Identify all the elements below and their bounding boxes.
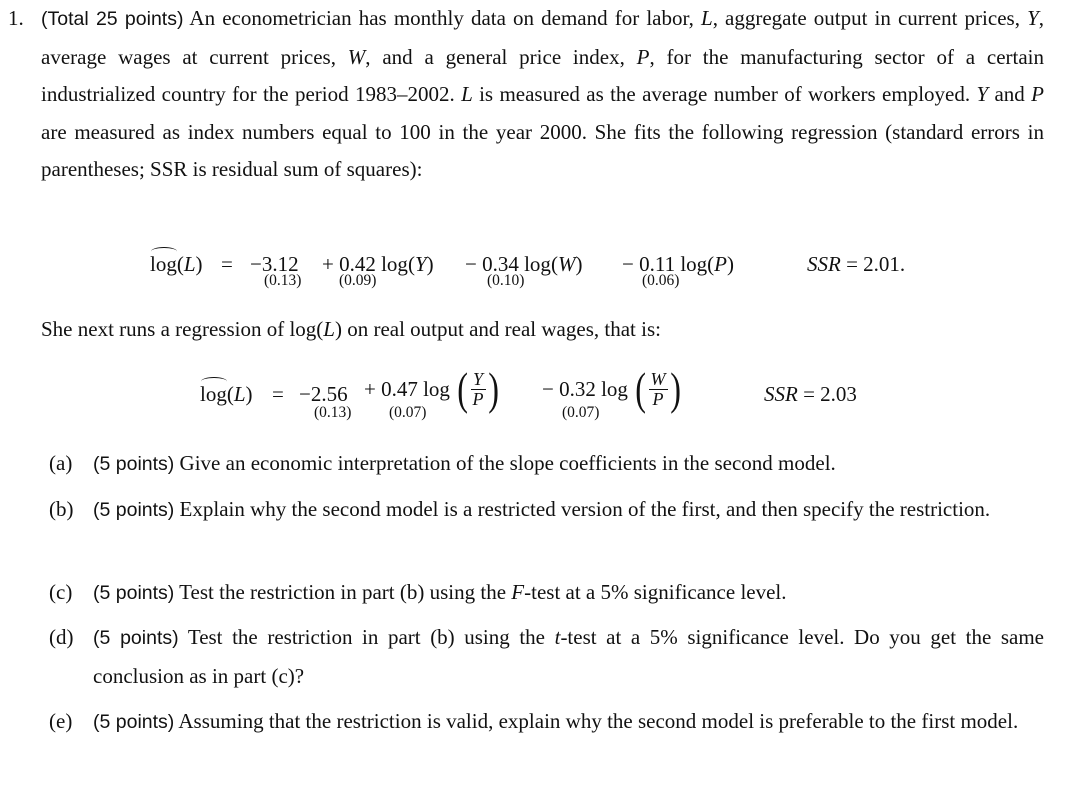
part-a-label: (a) [49,451,73,475]
eq2-intercept: −2.56 [299,382,348,406]
eq1-intercept: −3.12 [250,252,299,276]
eq1-coef-w: − 0.34 log(W) [465,252,583,276]
eq2-ssr: SSR = 2.03 [764,382,857,406]
eq2-coef-w: − 0.32 log ( $\frac{W}{P}$ ) [542,363,681,414]
eq1-se-w: (0.10) [487,272,525,289]
part-b-points: (5 points) [93,499,175,521]
eq1-se-p: (0.06) [642,272,680,289]
part-d-text: Test the restriction in part (b) using the t-test at a 5% significance level. Do you get the same conclusion as in part (c)? [93,625,1044,688]
eq1-se-intercept: (0.13) [264,272,302,289]
eq1-se-y: (0.09) [339,272,377,289]
eq1-coef-y: + 0.42 log(Y) [322,252,434,276]
eq1-ssr: SSR = 2.01. [807,252,906,276]
part-b [49,491,1044,530]
eq2-se-intercept: (0.13) [314,404,352,421]
part-b-text: Explain why the second model is a restricted version of the first, and then specify the restriction. [179,497,991,521]
part-c-points: (5 points) [93,582,175,604]
eq2-frac-w-over-p: $\frac{W}{P}$ [650,368,666,409]
eq2-se-w: (0.07) [562,404,600,421]
eq2-lhs: log(L) [200,382,253,406]
eq1-coef-p: − 0.11 log(P) [622,252,734,276]
problem-points: (Total 25 points) [41,8,184,30]
part-c-label: (c) [49,580,73,604]
part-b-label: (b) [49,497,74,521]
eq1-equals: = [221,252,233,276]
eq2-coef-y: + 0.47 log ( $\frac{Y}{P}$ ) [364,363,499,414]
part-e-label: (e) [49,709,73,733]
problem-number: 1. [8,6,24,30]
eq1-lhs: log(L) [150,252,203,276]
part-c-text: Test the restriction in part (b) using the F-test at a 5% significance level. [179,580,787,604]
part-a [49,445,1044,484]
part-e [49,703,1044,742]
eq2-equals: = [272,382,284,406]
part-a-text: Give an economic interpretation of the slope coefficients in the second model. [179,451,836,475]
part-c [49,574,1044,613]
part-d-points: (5 points) [93,627,179,649]
part-e-text: Assuming that the restriction is valid, explain why the second model is preferable to the first model. [178,709,1019,733]
problem-intro-text: An econometrician has monthly data on demand for labor, L, aggregate output in current prices, Y, average wages at current prices, W, and a general price index, P, for the manufacturing sector of a certain industrialized country for the period 1983–2002. L is measured as the average number of workers employed. Y and P are measured as index numbers equal to 100 in the year 2000. She fits the following regression (standard errors in parentheses; SSR is residual sum of squares): [41,6,1044,181]
part-e-points: (5 points) [93,711,175,733]
eq2-se-y: (0.07) [389,404,427,421]
problem-intro [41,0,1044,189]
part-d-label: (d) [49,625,74,649]
part-a-points: (5 points) [93,453,175,475]
regression-equation-2 [0,363,1084,436]
part-d [49,619,1044,695]
middle-sentence: She next runs a regression of log(L) on real output and real wages, that is: [41,317,661,341]
eq2-frac-y-over-p: $\frac{Y}{P}$ [472,368,484,409]
